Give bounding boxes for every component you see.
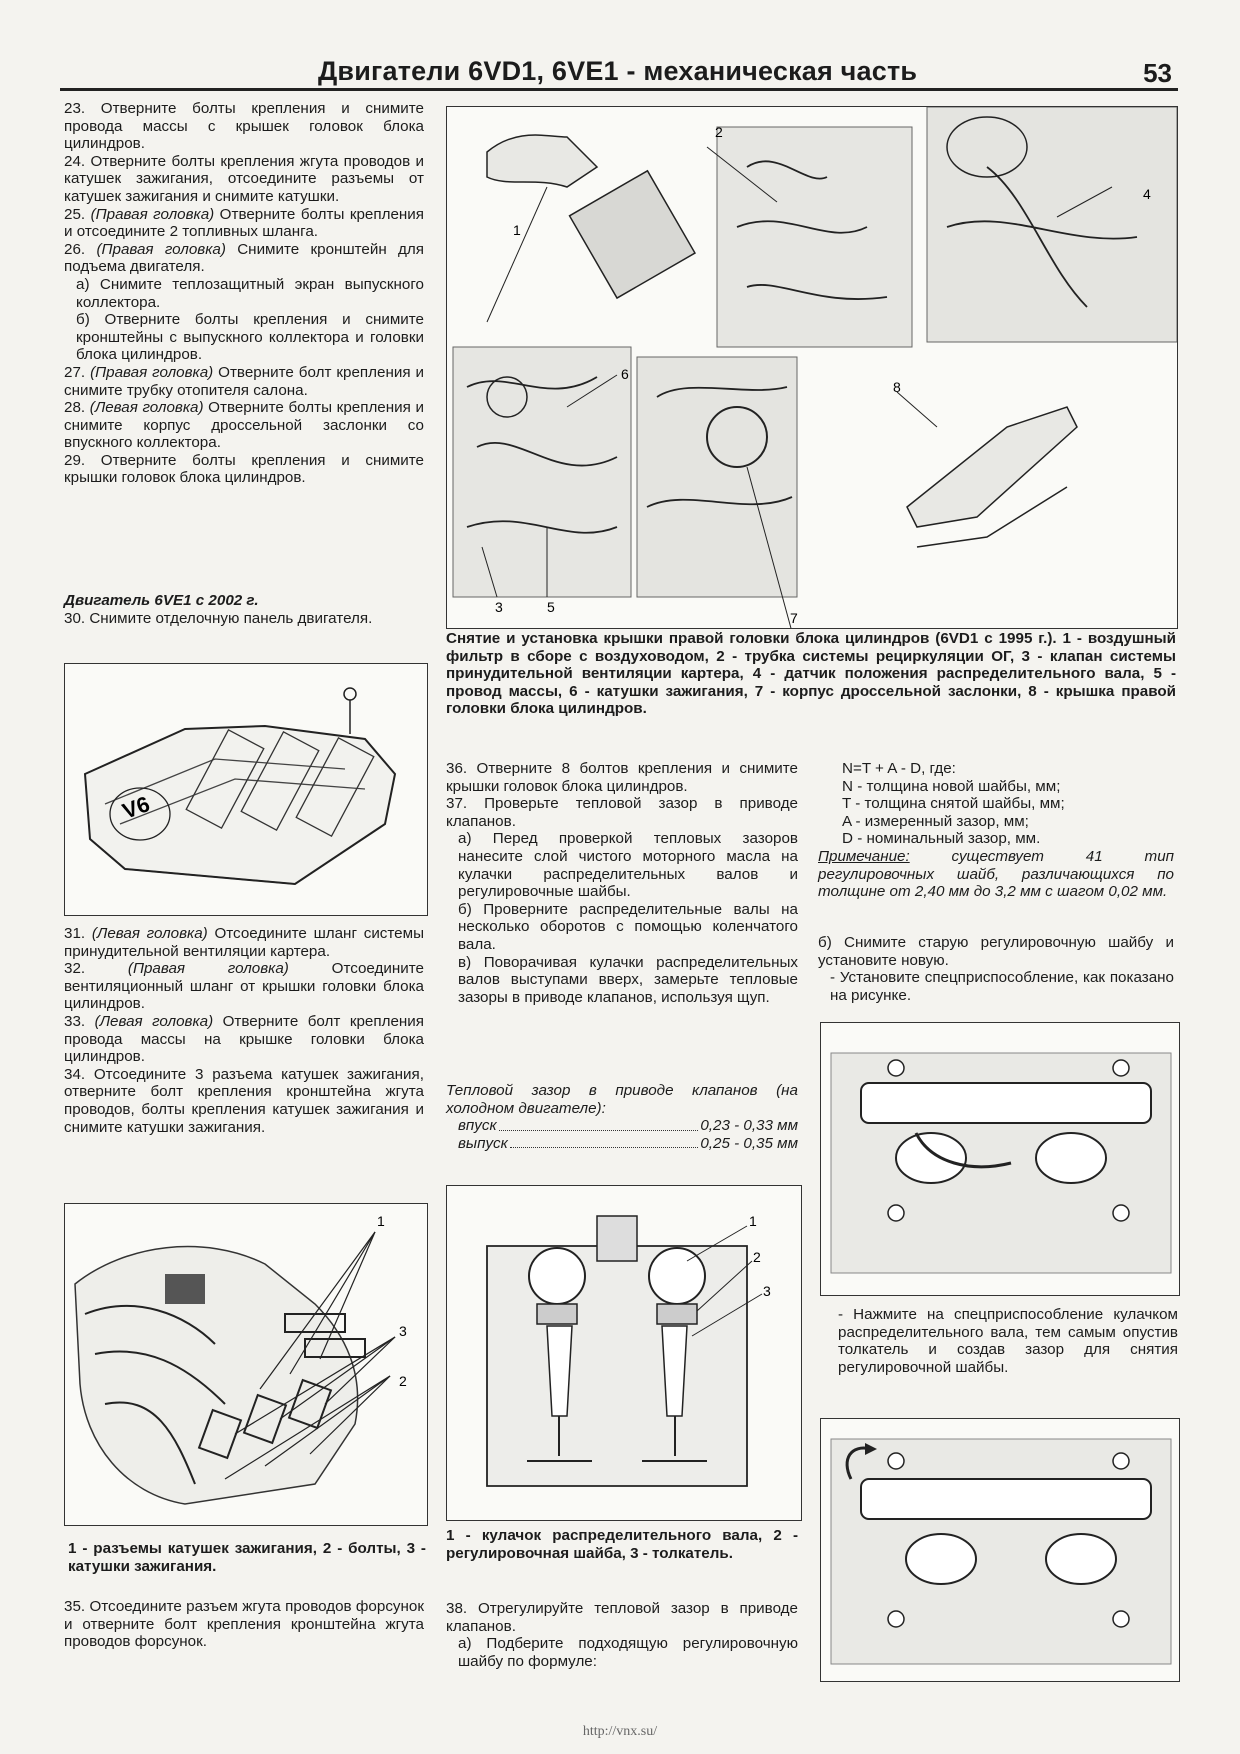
callout-2: 2 <box>715 124 723 140</box>
step38-item: 38. Отрегулируйте тепловой зазор в приводе клапанов. <box>446 1600 798 1635</box>
footer-url[interactable]: http://vnx.su/ <box>582 1724 658 1739</box>
left_top-item: 27. (Правая головка) Отверните болт крепления и снимите трубку отопителя салона. <box>64 363 424 399</box>
clearance-title: Тепловой зазор в приводе клапанов (на холодном двигателе): <box>446 1082 798 1117</box>
special-tool-figure-1 <box>820 1022 1180 1296</box>
valve-section-caption: 1 - кулачок распределительного вала, 2 - регулировочная шайба, 3 - толкатель. <box>446 1527 798 1562</box>
left_mid-item: 31. (Левая головка) Отсоедините шланг системы принудительной вентиляции картера. <box>64 925 424 960</box>
step38-item: а) Подберите подходящую регулировочную шайбу по формуле: <box>458 1635 798 1670</box>
page-header <box>60 54 1178 91</box>
callout-6: 6 <box>621 366 629 382</box>
page-number: 53 <box>1143 58 1172 88</box>
special-tool-drawing-2 <box>821 1419 1179 1681</box>
left_top-item: 23. Отверните болты крепления и снимите провода массы с крышек головок блока цилиндров. <box>64 100 424 153</box>
page-title: Двигатели 6VD1, 6VE1 - механическая часть <box>318 56 918 86</box>
callout-2: 2 <box>753 1249 761 1265</box>
right-head-cover-figure <box>446 106 1178 629</box>
left-column-steps-31-34 <box>64 925 424 1136</box>
ignition-coils-drawing <box>65 1204 427 1525</box>
callout-5: 5 <box>547 599 555 615</box>
clearance-row-intake: впуск 0,23 - 0,33 мм <box>458 1117 798 1135</box>
left_top-item: 29. Отверните болты крепления и снимите крышки головок блока цилиндров. <box>64 451 424 487</box>
valve-section-figure <box>446 1185 802 1521</box>
cover-v6-label: V6 <box>119 791 153 824</box>
engine-cover-figure <box>64 663 428 916</box>
formula-note: Примечание: существует 41 тип регулировочных шайб, различающихся по толщине от 2,40 мм до 3,2 мм с шагом 0,02 мм. <box>818 847 1174 901</box>
right_steps-item: б) Снимите старую регулировочную шайбу и установите новую. <box>818 934 1174 969</box>
callout-4: 4 <box>1143 186 1151 202</box>
clearance-row-exhaust: выпуск 0,25 - 0,35 мм <box>458 1134 798 1152</box>
callout-2: 2 <box>399 1373 407 1389</box>
left_top-item: а) Снимите теплозащитный экран выпускного коллектора. <box>76 275 424 311</box>
right_steps-item: - Установите спецприспособление, как показано на рисунке. <box>830 969 1174 1004</box>
callout-3: 3 <box>399 1323 407 1339</box>
callout-3: 3 <box>763 1283 771 1299</box>
left_top-item: 26. (Правая головка) Снимите кронштейн для подъема двигателя. <box>64 240 424 276</box>
clearance-spec <box>446 1082 798 1152</box>
callout-1: 1 <box>513 222 521 238</box>
coils-caption: 1 - разъемы катушек зажигания, 2 - болты, 3 - катушки зажигания. <box>68 1540 426 1575</box>
callout-1: 1 <box>377 1213 385 1229</box>
valve-section-drawing <box>447 1186 801 1520</box>
special-tool-drawing-1 <box>821 1023 1179 1295</box>
callout-7: 7 <box>790 610 798 626</box>
right-head-cover-caption: Снятие и установка крышки правой головки блока цилиндров (6VD1 с 1995 г.). 1 - воздушный фильтр в сборе с воздуховодом, 2 - трубка системы рециркуляции ОГ, 3 - клапан системы принудительной вентиляции картера, 4 - датчик положения распределительного вала, 5 - провод массы, 6 - катушки зажигания, 7 - корпус дроссельной заслонки, 8 - крышка правой головки блока цилиндров. <box>446 630 1176 718</box>
step-38 <box>446 1600 798 1670</box>
step-35: 35. Отсоедините разъем жгута проводов форсунок и отверните болт крепления кронштейна жгута проводов форсунок. <box>64 1598 424 1651</box>
mid_col-item: в) Поворачивая кулачки распределительных валов выступами вверх, замерьте тепловые зазоры в приводе клапанов, используя щуп. <box>458 953 798 1006</box>
left-column-steps-23-29 <box>64 100 424 487</box>
middle-column-steps-36-37 <box>446 760 798 1006</box>
left_top-item: 25. (Правая головка) Отверните болты крепления и отсоедините 2 топливных шланга. <box>64 205 424 241</box>
left_mid-item: 34. Отсоедините 3 разъема катушек зажигания, отверните болт крепления кронштейна жгута проводов, болты крепления катушек зажигания и снимите катушки зажигания. <box>64 1065 424 1136</box>
callout-3: 3 <box>495 599 503 615</box>
right-column-steps <box>818 934 1174 1004</box>
formula-block: N=T + A - D, где: N - толщина новой шайбы, мм; T - толщина снятой шайбы, мм; A - измеренный зазор, мм; D - номинальный зазор, мм. Примечание: существует 41 тип регулировочных шайб, различающихся по толщине от 2,40 мм до 3,2 мм с шагом 0,02 мм. <box>818 760 1174 901</box>
mid_col-item: а) Перед проверкой тепловых зазоров нанесите слой чистого моторного масла на кулачки распределительных валов и регулировочные шайбы. <box>458 830 798 901</box>
right-step-press-tool: - Нажмите на спецприспособление кулачком распределительного вала, тем самым опустив толкатель и создав зазор для снятия регулировочной шайбы. <box>838 1306 1178 1376</box>
left_top-item: б) Отверните болты крепления и снимите кронштейны с выпускного коллектора и головки блока цилиндров. <box>76 311 424 364</box>
mid_col-item: б) Проверните распределительные валы на несколько оборотов с помощью коленчатого вала. <box>458 900 798 953</box>
engine-heading: Двигатель 6VE1 с 2002 г. <box>64 592 259 609</box>
special-tool-figure-2 <box>820 1418 1180 1682</box>
callout-1: 1 <box>749 1213 757 1229</box>
mid_col-item: 36. Отверните 8 болтов крепления и снимите крышки головок блока цилиндров. <box>446 760 798 795</box>
step-30: 30. Снимите отделочную панель двигателя. <box>64 609 373 627</box>
engine-6ve1-section <box>64 592 424 627</box>
engine-cover-drawing <box>65 664 427 915</box>
mid_col-item: 37. Проверьте тепловой зазор в приводе клапанов. <box>446 795 798 830</box>
ignition-coils-figure <box>64 1203 428 1526</box>
callout-8: 8 <box>893 379 901 395</box>
left_mid-item: 33. (Левая головка) Отверните болт крепления провода массы на крышке головки блока цилиндров. <box>64 1012 424 1066</box>
left_top-item: 28. (Левая головка) Отверните болты крепления и снимите корпус дроссельной заслонки со впускного коллектора. <box>64 399 424 452</box>
left_top-item: 24. Отверните болты крепления жгута проводов и катушек зажигания, отсоедините разъемы от катушек зажигания и снимите катушки. <box>64 152 424 205</box>
left_mid-item: 32. (Правая головка) Отсоедините вентиляционный шланг от крышки головки блока цилиндров. <box>64 960 424 1013</box>
right-head-cover-drawing <box>447 107 1177 628</box>
